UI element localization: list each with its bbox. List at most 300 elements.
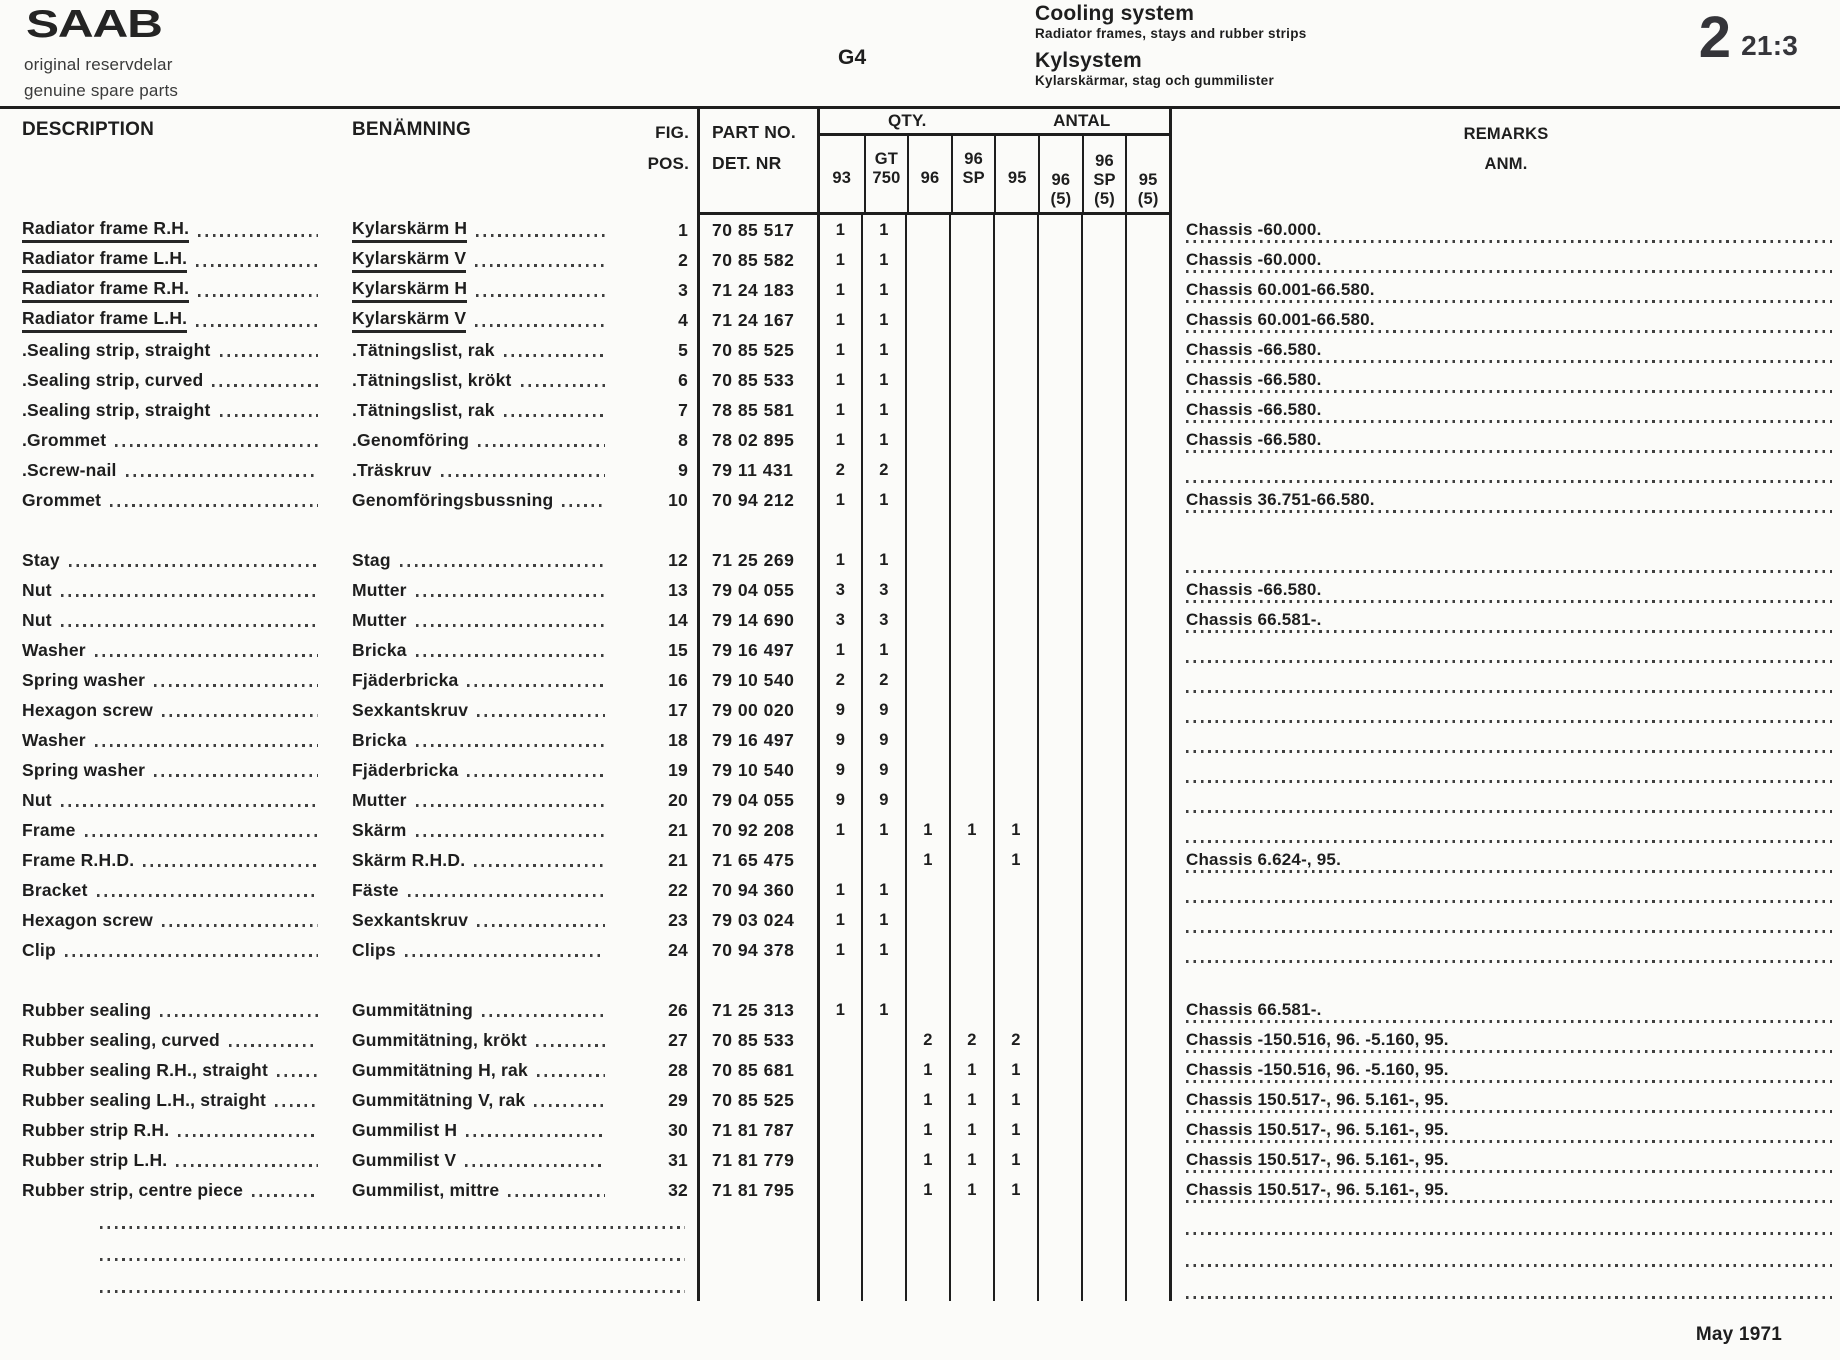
row-part-no: 70 94 378 bbox=[697, 935, 817, 965]
remarks-text: Chassis -66.580. bbox=[1186, 580, 1322, 599]
qty-cell bbox=[1037, 245, 1081, 275]
benamning-text: Gummitätning H, rak bbox=[352, 1059, 528, 1080]
dot-leader bbox=[154, 684, 318, 687]
qty-cell: 1 bbox=[817, 995, 861, 1025]
description-text: .Grommet bbox=[22, 429, 107, 450]
dot-leader bbox=[220, 354, 318, 357]
row-description bbox=[0, 785, 330, 815]
table-row bbox=[0, 215, 1840, 245]
row-part-no: 71 25 269 bbox=[697, 545, 817, 575]
row-fig-pos: 26 bbox=[668, 999, 688, 1020]
benamning-text: Bricka bbox=[352, 639, 407, 660]
table-row bbox=[0, 455, 1840, 485]
qty-cell bbox=[1037, 665, 1081, 695]
row-benamning bbox=[330, 545, 617, 575]
qty-cell bbox=[1125, 1025, 1169, 1055]
qty-cell: 1 bbox=[993, 1055, 1037, 1085]
row-fig-pos: 21 bbox=[668, 849, 688, 870]
qty-cell bbox=[1037, 215, 1081, 245]
table-row bbox=[0, 605, 1840, 635]
qty-cell: 9 bbox=[861, 755, 905, 785]
qty-cell bbox=[1125, 365, 1169, 395]
qty-cell bbox=[1081, 335, 1125, 365]
qty-cell: 1 bbox=[949, 1115, 993, 1145]
benamning-text: Mutter bbox=[352, 579, 407, 600]
qty-cell bbox=[1037, 1025, 1081, 1055]
publication-date: May 1971 bbox=[1695, 1324, 1782, 1345]
qty-cell bbox=[1081, 1115, 1125, 1145]
qty-cell: 1 bbox=[993, 845, 1037, 875]
row-part-no: 79 16 497 bbox=[697, 635, 817, 665]
dot-leader bbox=[475, 264, 605, 267]
qty-cell: 1 bbox=[817, 875, 861, 905]
qty-cell: 1 bbox=[817, 365, 861, 395]
remarks-text: Chassis 66.581-. bbox=[1186, 610, 1322, 629]
dot-leader bbox=[508, 1194, 605, 1197]
row-remarks bbox=[1169, 305, 1840, 335]
qty-cell: 9 bbox=[817, 785, 861, 815]
row-benamning bbox=[330, 605, 617, 635]
row-part-no: 70 85 517 bbox=[697, 215, 817, 245]
qty-cell bbox=[1037, 785, 1081, 815]
row-remarks bbox=[1169, 1145, 1840, 1175]
qty-cell bbox=[905, 575, 949, 605]
row-fig-pos: 5 bbox=[678, 339, 688, 360]
qty-cell bbox=[1125, 275, 1169, 305]
spacer-qty-cell bbox=[1081, 965, 1125, 995]
remarks-text: Chassis 36.751-66.580. bbox=[1186, 490, 1375, 509]
row-description bbox=[0, 545, 330, 575]
qty-cell: 1 bbox=[817, 215, 861, 245]
qty-cell bbox=[905, 545, 949, 575]
row-benamning bbox=[330, 935, 617, 965]
qty-cell: 1 bbox=[817, 245, 861, 275]
qty-cell bbox=[905, 905, 949, 935]
dot-leader bbox=[160, 1014, 318, 1017]
qty-cell bbox=[1125, 905, 1169, 935]
row-fig-pos: 22 bbox=[668, 879, 688, 900]
row-benamning bbox=[330, 305, 617, 335]
row-remarks bbox=[1169, 725, 1840, 755]
description-text: Radiator frame L.H. bbox=[22, 308, 187, 333]
empty-qty-cell bbox=[905, 1237, 949, 1269]
table-body bbox=[0, 215, 1840, 1301]
dot-leader bbox=[178, 1134, 318, 1137]
row-remarks bbox=[1169, 935, 1840, 965]
row-benamning bbox=[330, 1085, 617, 1115]
qty-cell bbox=[1125, 875, 1169, 905]
dot-leader bbox=[477, 924, 605, 927]
empty-row bbox=[0, 1237, 1840, 1269]
spacer-qty-cell bbox=[949, 965, 993, 995]
col-header-description: DESCRIPTION bbox=[22, 119, 155, 140]
remarks-text: Chassis 60.001-66.580. bbox=[1186, 310, 1375, 329]
table-row bbox=[0, 755, 1840, 785]
col-header-fig-pos bbox=[617, 109, 697, 215]
qty-cell bbox=[905, 995, 949, 1025]
qty-cell bbox=[1081, 695, 1125, 725]
section-code: G4 bbox=[838, 46, 867, 69]
row-part-no: 70 85 525 bbox=[697, 1085, 817, 1115]
dot-leader bbox=[482, 1014, 605, 1017]
row-remarks bbox=[1169, 665, 1840, 695]
row-description bbox=[0, 1085, 330, 1115]
qty-cell bbox=[949, 785, 993, 815]
benamning-text: Kylarskärm V bbox=[352, 248, 466, 273]
dot-leader bbox=[416, 834, 605, 837]
row-benamning bbox=[330, 275, 617, 305]
qty-cell bbox=[949, 845, 993, 875]
qty-cell bbox=[1081, 275, 1125, 305]
qty-cell bbox=[1081, 1085, 1125, 1115]
qty-cell: 1 bbox=[817, 635, 861, 665]
qty-cell bbox=[905, 305, 949, 335]
remarks-label: REMARKS bbox=[1463, 125, 1549, 143]
dot-leader bbox=[126, 474, 318, 477]
row-remarks bbox=[1169, 485, 1840, 515]
saab-logo: SAAB bbox=[26, 2, 162, 46]
spacer-qty-cell bbox=[1081, 515, 1125, 545]
qty-cell bbox=[1037, 425, 1081, 455]
row-benamning bbox=[330, 905, 617, 935]
remarks-text: Chassis 150.517-, 96. 5.161-, 95. bbox=[1186, 1150, 1449, 1169]
col-header-part-no bbox=[697, 109, 817, 215]
dot-leader bbox=[196, 324, 318, 327]
qty-cell bbox=[1037, 1145, 1081, 1175]
benamning-text: Sexkantskruv bbox=[352, 699, 469, 720]
benamning-text: Kylarskärm H bbox=[352, 278, 467, 303]
page-number: 2 bbox=[1698, 5, 1732, 70]
qty-cell: 1 bbox=[993, 815, 1037, 845]
qty-cell bbox=[1125, 335, 1169, 365]
row-fig-pos: 10 bbox=[668, 489, 688, 510]
qty-cell bbox=[1037, 935, 1081, 965]
dot-leader bbox=[465, 1164, 605, 1167]
qty-cell bbox=[949, 215, 993, 245]
row-part-no: 71 24 183 bbox=[697, 275, 817, 305]
row-description bbox=[0, 635, 330, 665]
row-description bbox=[0, 695, 330, 725]
qty-cell: 2 bbox=[817, 455, 861, 485]
qty-cell bbox=[1081, 605, 1125, 635]
qty-cell: 9 bbox=[861, 785, 905, 815]
description-text: Frame R.H.D. bbox=[22, 849, 135, 870]
benamning-text: Mutter bbox=[352, 789, 407, 810]
brand-block bbox=[26, 2, 162, 50]
row-remarks bbox=[1169, 785, 1840, 815]
row-description bbox=[0, 1055, 330, 1085]
row-description bbox=[0, 1175, 330, 1205]
row-fig-pos: 19 bbox=[668, 759, 688, 780]
qty-cell bbox=[1037, 545, 1081, 575]
description-text: Rubber sealing L.H., straight bbox=[22, 1089, 267, 1110]
table-row bbox=[0, 245, 1840, 275]
dot-leader bbox=[416, 804, 605, 807]
dot-leader bbox=[162, 714, 318, 717]
qty-cell bbox=[1081, 935, 1125, 965]
qty-col-96-5: 96 (5) bbox=[1038, 136, 1082, 212]
qty-cell: 2 bbox=[861, 665, 905, 695]
table-row bbox=[0, 1055, 1840, 1085]
empty-qty-cell bbox=[949, 1205, 993, 1237]
row-fig-pos: 6 bbox=[678, 369, 688, 390]
row-description bbox=[0, 245, 330, 275]
row-part-no: 71 81 795 bbox=[697, 1175, 817, 1205]
qty-cell: 1 bbox=[861, 425, 905, 455]
description-text: Rubber strip L.H. bbox=[22, 1149, 168, 1170]
qty-cell bbox=[949, 995, 993, 1025]
table-row bbox=[0, 665, 1840, 695]
row-description bbox=[0, 215, 330, 245]
benamning-text: Mutter bbox=[352, 609, 407, 630]
row-benamning bbox=[330, 635, 617, 665]
description-text: Frame bbox=[22, 819, 76, 840]
row-description bbox=[0, 305, 330, 335]
table-row bbox=[0, 365, 1840, 395]
qty-cell bbox=[949, 575, 993, 605]
qty-cell: 3 bbox=[861, 605, 905, 635]
description-text: Nut bbox=[22, 609, 52, 630]
qty-cell bbox=[1037, 755, 1081, 785]
empty-qty-cell bbox=[905, 1269, 949, 1301]
row-benamning bbox=[330, 875, 617, 905]
qty-cell bbox=[905, 335, 949, 365]
empty-qty-cell bbox=[949, 1269, 993, 1301]
row-part-no: 71 81 787 bbox=[697, 1115, 817, 1145]
table-row bbox=[0, 695, 1840, 725]
description-text: Radiator frame R.H. bbox=[22, 278, 189, 303]
empty-row bbox=[0, 1205, 1840, 1237]
row-fig-pos: 23 bbox=[668, 909, 688, 930]
benamning-text: .Tätningslist, krökt bbox=[352, 369, 512, 390]
description-text: Hexagon screw bbox=[22, 909, 153, 930]
row-benamning bbox=[330, 845, 617, 875]
brand-taglines bbox=[24, 52, 178, 104]
qty-cell bbox=[817, 1055, 861, 1085]
dot-leader bbox=[143, 864, 318, 867]
qty-cell bbox=[861, 1145, 905, 1175]
qty-cell bbox=[1081, 995, 1125, 1025]
col-header-benamning: BENÄMNING bbox=[352, 119, 471, 140]
qty-cell bbox=[1081, 485, 1125, 515]
qty-col-gt750: GT 750 bbox=[864, 136, 908, 212]
dot-leader bbox=[400, 564, 605, 567]
qty-cell bbox=[993, 695, 1037, 725]
row-part-no: 70 85 533 bbox=[697, 1025, 817, 1055]
qty-cell bbox=[1125, 755, 1169, 785]
row-benamning bbox=[330, 245, 617, 275]
qty-cell bbox=[1081, 815, 1125, 845]
spacer-part-cell bbox=[697, 515, 817, 545]
row-benamning bbox=[330, 995, 617, 1025]
part-no-label: PART NO. bbox=[712, 122, 796, 142]
page-title-block bbox=[1035, 3, 1307, 96]
qty-cell bbox=[993, 725, 1037, 755]
description-text: Clip bbox=[22, 939, 56, 960]
qty-cell bbox=[1125, 785, 1169, 815]
row-remarks bbox=[1169, 425, 1840, 455]
empty-qty-cell bbox=[817, 1205, 861, 1237]
qty-cell bbox=[949, 395, 993, 425]
remarks-text: Chassis 66.581-. bbox=[1186, 1000, 1322, 1019]
row-remarks bbox=[1169, 335, 1840, 365]
benamning-text: Gummilist V bbox=[352, 1149, 457, 1170]
qty-cell bbox=[1081, 545, 1125, 575]
qty-cell bbox=[949, 635, 993, 665]
qty-cell: 3 bbox=[817, 575, 861, 605]
qty-cell bbox=[993, 455, 1037, 485]
row-part-no: 79 10 540 bbox=[697, 755, 817, 785]
qty-cell bbox=[1125, 635, 1169, 665]
description-text: Rubber sealing, curved bbox=[22, 1029, 220, 1050]
empty-qty-cell bbox=[1125, 1269, 1169, 1301]
qty-cell bbox=[1081, 1175, 1125, 1205]
description-text: .Sealing strip, straight bbox=[22, 399, 211, 420]
row-benamning bbox=[330, 1025, 617, 1055]
title-swedish: Kylsystem bbox=[1035, 48, 1142, 72]
col-header-remarks bbox=[1169, 109, 1840, 215]
row-part-no: 71 81 779 bbox=[697, 1145, 817, 1175]
benamning-text: Kylarskärm H bbox=[352, 218, 467, 243]
dot-leader bbox=[534, 1104, 605, 1107]
empty-part-cell bbox=[697, 1205, 817, 1237]
qty-cell bbox=[1037, 845, 1081, 875]
qty-cell: 2 bbox=[861, 455, 905, 485]
empty-qty-cell bbox=[1081, 1237, 1125, 1269]
benamning-text: .Tätningslist, rak bbox=[352, 339, 495, 360]
row-part-no: 79 00 020 bbox=[697, 695, 817, 725]
table-row bbox=[0, 1145, 1840, 1175]
row-remarks bbox=[1169, 815, 1840, 845]
benamning-text: Fjäderbricka bbox=[352, 759, 459, 780]
table-row bbox=[0, 1175, 1840, 1205]
parts-table bbox=[0, 106, 1840, 1301]
row-benamning bbox=[330, 335, 617, 365]
qty-cell: 1 bbox=[817, 815, 861, 845]
dot-leader bbox=[416, 624, 605, 627]
row-description bbox=[0, 815, 330, 845]
row-fig-pos: 14 bbox=[668, 609, 688, 630]
row-part-no: 79 04 055 bbox=[697, 785, 817, 815]
qty-cell bbox=[1037, 1115, 1081, 1145]
dot-leader bbox=[405, 954, 605, 957]
tagline-english: genuine spare parts bbox=[24, 81, 179, 100]
row-fig-pos: 30 bbox=[668, 1119, 688, 1140]
qty-cell: 1 bbox=[861, 485, 905, 515]
page-section-number: 21:3 bbox=[1741, 30, 1798, 61]
qty-cell bbox=[993, 545, 1037, 575]
description-text: Radiator frame L.H. bbox=[22, 248, 187, 273]
row-description bbox=[0, 455, 330, 485]
qty-cell bbox=[1037, 995, 1081, 1025]
qty-cell bbox=[993, 635, 1037, 665]
qty-cell: 1 bbox=[861, 305, 905, 335]
qty-cell bbox=[1081, 905, 1125, 935]
spacer-qty-cell bbox=[993, 515, 1037, 545]
row-benamning bbox=[330, 785, 617, 815]
qty-cell bbox=[905, 485, 949, 515]
dot-leader bbox=[154, 774, 318, 777]
col-header-qty-block bbox=[817, 109, 1169, 215]
dot-leader bbox=[69, 564, 318, 567]
spacer-qty-cell bbox=[817, 965, 861, 995]
qty-cell bbox=[1125, 425, 1169, 455]
qty-cell bbox=[905, 785, 949, 815]
qty-cell bbox=[861, 1085, 905, 1115]
qty-cell: 1 bbox=[817, 395, 861, 425]
qty-cell: 9 bbox=[817, 695, 861, 725]
row-remarks bbox=[1169, 845, 1840, 875]
spacer-qty-cell bbox=[1037, 965, 1081, 995]
row-fig-pos: 32 bbox=[668, 1179, 688, 1200]
dot-leader bbox=[476, 294, 605, 297]
dot-leader bbox=[95, 744, 318, 747]
qty-cell bbox=[993, 575, 1037, 605]
qty-cell bbox=[1125, 935, 1169, 965]
row-remarks bbox=[1169, 905, 1840, 935]
table-row bbox=[0, 845, 1840, 875]
qty-cell bbox=[905, 935, 949, 965]
dot-leader bbox=[100, 1258, 685, 1261]
qty-cell: 1 bbox=[861, 545, 905, 575]
benamning-text: .Genomföring bbox=[352, 429, 470, 450]
row-fig-pos: 28 bbox=[668, 1059, 688, 1080]
empty-qty-cell bbox=[861, 1269, 905, 1301]
qty-cell: 1 bbox=[861, 995, 905, 1025]
empty-qty-cell bbox=[1037, 1269, 1081, 1301]
det-nr-label: DET. NR bbox=[712, 153, 782, 173]
row-fig-pos: 7 bbox=[678, 399, 688, 420]
qty-cell: 3 bbox=[861, 575, 905, 605]
dot-leader bbox=[467, 774, 605, 777]
row-part-no: 79 10 540 bbox=[697, 665, 817, 695]
empty-description-cell bbox=[0, 1205, 697, 1237]
qty-cell bbox=[993, 335, 1037, 365]
qty-cell bbox=[993, 425, 1037, 455]
table-row bbox=[0, 935, 1840, 965]
qty-cell bbox=[1081, 1145, 1125, 1175]
row-remarks bbox=[1169, 1085, 1840, 1115]
benamning-text: Gummitätning bbox=[352, 999, 474, 1020]
qty-col-96sp: 96 SP bbox=[951, 136, 995, 212]
dot-leader bbox=[196, 264, 318, 267]
row-remarks bbox=[1169, 215, 1840, 245]
qty-cell bbox=[1081, 1025, 1125, 1055]
dot-leader bbox=[65, 954, 318, 957]
qty-cell: 1 bbox=[905, 845, 949, 875]
qty-cell bbox=[817, 1175, 861, 1205]
row-fig-pos: 3 bbox=[678, 279, 688, 300]
qty-cell bbox=[861, 1055, 905, 1085]
row-part-no: 71 24 167 bbox=[697, 305, 817, 335]
qty-cell bbox=[1037, 1085, 1081, 1115]
qty-cell bbox=[905, 455, 949, 485]
table-row bbox=[0, 905, 1840, 935]
qty-cell: 1 bbox=[817, 335, 861, 365]
qty-cell bbox=[861, 845, 905, 875]
table-row bbox=[0, 725, 1840, 755]
spacer-row bbox=[0, 965, 1840, 995]
spacer-qty-cell bbox=[861, 965, 905, 995]
benamning-text: Gummilist, mittre bbox=[352, 1179, 500, 1200]
benamning-text: Skärm R.H.D. bbox=[352, 849, 466, 870]
qty-cell bbox=[1125, 815, 1169, 845]
qty-cell bbox=[993, 245, 1037, 275]
row-description bbox=[0, 995, 330, 1025]
title-english: Cooling system bbox=[1035, 2, 1195, 25]
qty-cell bbox=[905, 875, 949, 905]
dot-leader bbox=[220, 414, 318, 417]
